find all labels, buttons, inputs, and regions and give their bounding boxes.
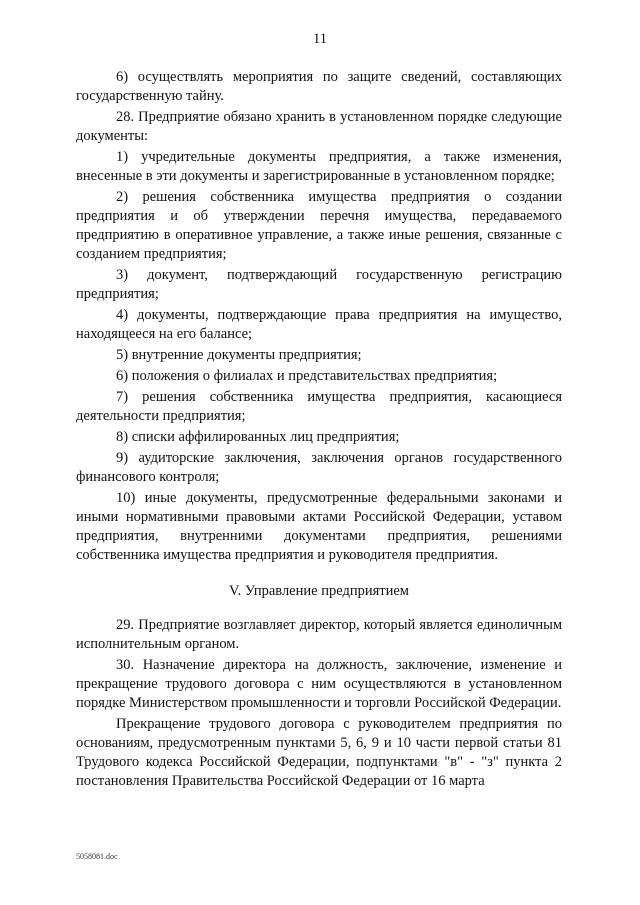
list-item-2: 2) решения собственника имущества предприятия о создании предприятия и об утверждении перечня имущества, передаваемого предприятию в оперативное управление, а также иные решения, связанные с созданием предприятия; bbox=[76, 189, 562, 262]
list-item-4: 4) документы, подтверждающие права предприятия на имущество, находящееся на его балансе; bbox=[76, 307, 562, 342]
list-item-3: 3) документ, подтверждающий государственную регистрацию предприятия; bbox=[76, 267, 562, 302]
footer-doc-code: 5058081.doc bbox=[76, 852, 118, 861]
list-item-8: 8) списки аффилированных лиц предприятия; bbox=[116, 429, 400, 445]
section-heading: V. Управление предприятием bbox=[229, 583, 409, 599]
list-item-5: 5) внутренние документы предприятия; bbox=[116, 347, 362, 363]
document-body bbox=[76, 68, 562, 793]
paragraph-28: 28. Предприятие обязано хранить в установленном порядке следующие документы: bbox=[76, 109, 562, 144]
list-item-1: 1) учредительные документы предприятия, а также изменения, внесенные в эти документы и зарегистрированные в установленном порядке; bbox=[76, 149, 562, 184]
list-item-6: 6) положения о филиалах и представительствах предприятия; bbox=[116, 368, 498, 384]
paragraph-termination: Прекращение трудового договора с руководителем предприятия по основаниям, предусмотренным пунктами 5, 6, 9 и 10 части первой статьи 81 Трудового кодекса Российской Федерации, подпунктами "в" - "з" пункта 2 постановления Правительства Российской Федерации от 16 марта bbox=[76, 716, 562, 789]
list-item-7: 7) решения собственника имущества предприятия, касающиеся деятельности предприятия; bbox=[76, 389, 562, 424]
paragraph-30: 30. Назначение директора на должность, заключение, изменение и прекращение трудового договора с ним осуществляются в установленном порядке Министерством промышленности и торговли Российской Федерации. bbox=[76, 657, 562, 711]
list-item-9: 9) аудиторские заключения, заключения органов государственного финансового контроля; bbox=[76, 450, 562, 485]
list-item-10: 10) иные документы, предусмотренные федеральными законами и иными нормативными правовыми актами Российской Федерации, уставом предприятия, внутренними документами предприятия, решениями собственника имущества предприятия и руководителя предприятия. bbox=[76, 490, 562, 563]
paragraph-item-6: 6) осуществлять мероприятия по защите сведений, составляющих государственную тайну. bbox=[76, 69, 562, 104]
page-number: 11 bbox=[313, 31, 327, 47]
paragraph-29: 29. Предприятие возглавляет директор, который является единоличным исполнительным органом. bbox=[76, 617, 562, 652]
